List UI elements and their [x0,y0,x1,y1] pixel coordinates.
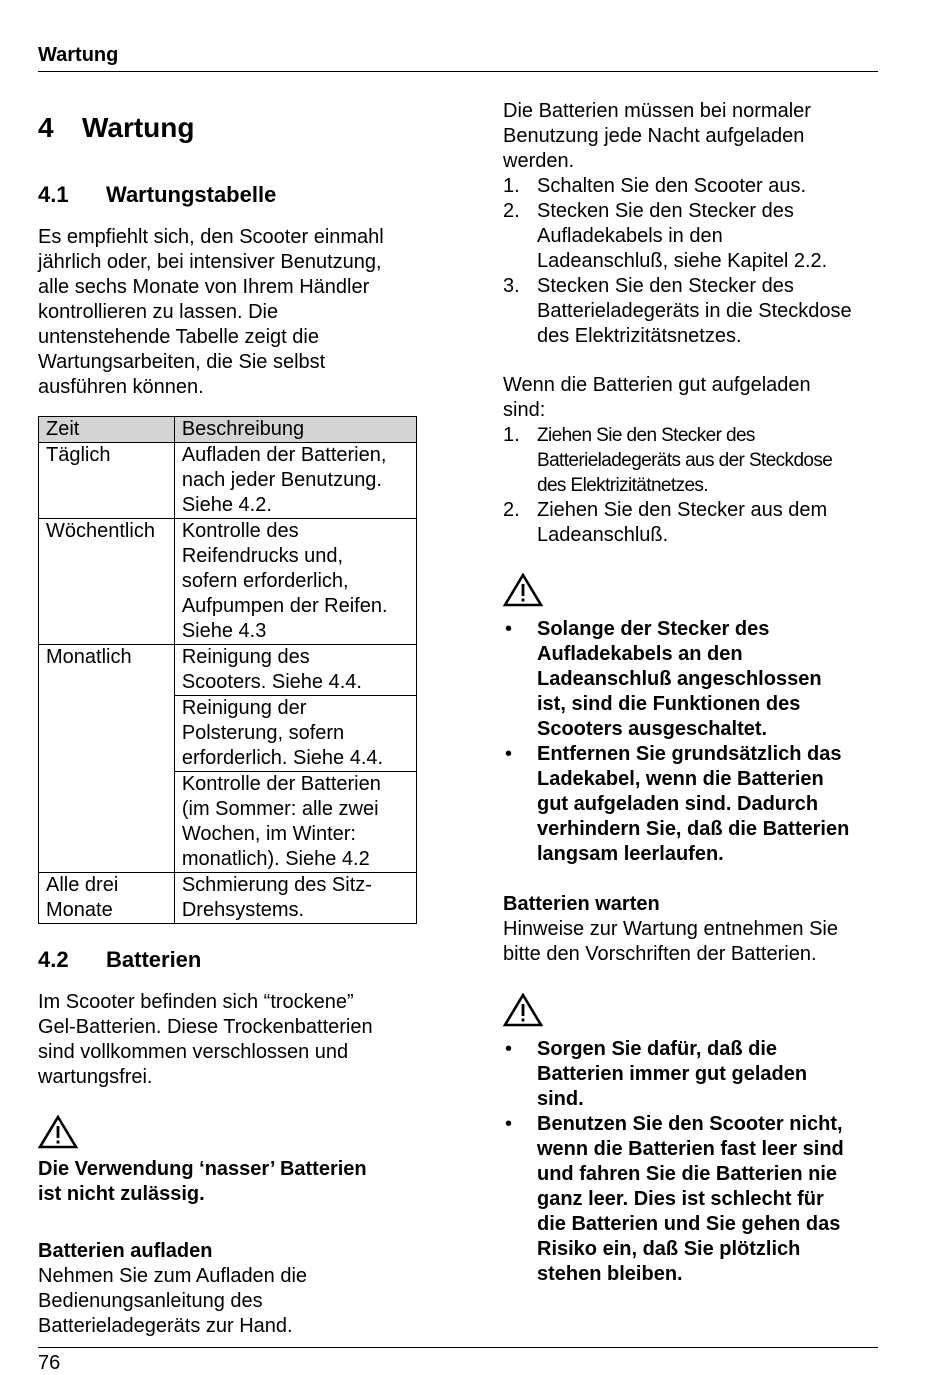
cell-line: Monate [46,899,113,921]
table-row [39,645,417,696]
section-4-1-intro [38,225,384,400]
table-row [39,519,417,645]
cell-line: Reifendrucks und, [181,545,344,567]
warning-line: Ladeanschluß angeschlossen [537,668,822,690]
bullet: • [505,743,513,765]
charging-warning-list [503,617,883,867]
step-number: 2. [503,499,520,521]
chapter-heading [38,112,195,144]
intro-line: ausführen können. [38,376,204,398]
body-line: bitte den Vorschriften der Batterien. [503,943,817,965]
cell-line: Täglich [46,444,111,466]
warning-line: sind. [537,1088,584,1110]
warning-line: Aufladekabels an den [537,643,743,665]
warning-line: Solange der Stecker des [537,618,770,640]
step-line: des Elektrizitätnetzes. [537,475,709,496]
cell-line: Polsterung, sofern [181,722,345,744]
step-line: des Elektrizitätsnetzes. [537,325,742,347]
step-line: Schalten Sie den Scooter aus. [537,175,807,197]
list-item [503,174,883,199]
warning-line: Sorgen Sie dafür, daß die [537,1038,778,1060]
footer-rule [38,1347,878,1348]
chapter-number: 4 [38,112,54,143]
list-item [503,1037,883,1112]
cell-line: Wochen, im Winter: [181,823,356,845]
section-title: Wartungstabelle [106,182,277,207]
cell-line: Drehsystems. [181,899,305,921]
column-header-description: Beschreibung [174,417,416,443]
warning-line: Entfernen Sie grundsätzlich das [537,743,842,765]
cell-line: nach jeder Benutzung. [181,469,382,491]
cell-description [174,645,416,696]
table-header-row [39,417,417,443]
step-line: Stecken Sie den Stecker des [537,275,794,297]
charging-block [38,1239,307,1339]
cell-line: erforderlich. Siehe 4.4. [181,747,384,769]
intro-line: Es empfiehlt sich, den Scooter einmahl [38,226,384,248]
cell-line: Kontrolle des [181,520,299,542]
cell-line: Monatlich [46,646,132,668]
warning-triangle-icon [38,1115,78,1149]
wet-battery-warning [38,1157,367,1207]
warning-line: wenn die Batterien fast leer sind [537,1138,844,1160]
cell-line: Wöchentlich [46,520,155,542]
cell-line: (im Sommer: alle zwei [181,798,379,820]
list-item [503,1112,883,1287]
warning-line: gut aufgeladen sind. Dadurch [537,793,819,815]
body-line: Batterieladegeräts zur Hand. [38,1315,293,1337]
battery-maintenance-block [503,892,838,967]
cell-line: sofern erforderlich, [181,570,349,592]
list-item [503,498,883,548]
unplug-steps-list [503,423,883,498]
warning-line: Ladekabel, wenn die Batterien [537,768,824,790]
warning-triangle-icon [503,573,543,607]
body-line: werden. [503,150,575,172]
list-item [503,617,883,742]
step-line: Ladeanschluß, siehe Kapitel 2.2. [537,250,828,272]
warning-line: die Batterien und Sie gehen das [537,1213,841,1235]
unplug-steps-list-cont [503,498,883,548]
list-item [503,199,883,274]
step-line: Ladeanschluß. [537,524,669,546]
section-number: 4.1 [38,182,69,207]
section-number: 4.2 [38,947,69,972]
warning-triangle-icon [503,993,543,1027]
intro-line: jährlich oder, bei intensiver Benutzung, [38,251,382,273]
cell-description [174,443,416,519]
cell-line: Alle drei [46,874,119,896]
body-line: Nehmen Sie zum Aufladen die [38,1265,308,1287]
warning-line: und fahren Sie die Batterien nie [537,1163,838,1185]
intro-line: wartungsfrei. [38,1066,153,1088]
intro-line: untenstehende Tabelle zeigt die [38,326,319,348]
section-title: Batterien [106,947,202,972]
body-line: Benutzung jede Nacht aufgeladen [503,125,805,147]
step-line: Batterieladegeräts in die Steckdose [537,300,852,322]
intro-line: kontrollieren zu lassen. Die [38,301,279,323]
warning-line: ist, sind die Funktionen des [537,693,801,715]
warning-line: Risiko ein, daß Sie plötzlich [537,1238,801,1260]
warning-line: ist nicht zulässig. [38,1183,205,1205]
section-heading-4-2 [38,947,201,973]
charging-steps-list [503,174,883,349]
cell-line: Schmierung des Sitz- [181,874,372,896]
warning-line: Benutzen Sie den Scooter nicht, [537,1113,843,1135]
cell-line: Kontrolle der Batterien [181,773,381,795]
subheading-charging: Batterien aufladen [38,1240,213,1262]
intro-line: Wartungsarbeiten, die Sie selbst [38,351,326,373]
list-item [503,423,883,498]
intro-line: sind vollkommen verschlossen und [38,1041,349,1063]
intro-line: Gel-Batterien. Diese Trockenbatterien [38,1016,373,1038]
step-line: Ziehen Sie den Stecker des [537,425,755,446]
warning-line: Scooters ausgeschaltet. [537,718,768,740]
warning-line: stehen bleiben. [537,1263,683,1285]
body-line: Wenn die Batterien gut aufgeladen [503,374,811,396]
step-line: Ziehen Sie den Stecker aus dem [537,499,828,521]
section-4-2-intro [38,990,373,1090]
intro-line: Im Scooter befinden sich “trockene” [38,991,354,1013]
warning-line: ganz leer. Dies ist schlecht für [537,1188,824,1210]
intro-line: alle sechs Monate von Ihrem Händler [38,276,370,298]
page-number: 76 [38,1352,61,1374]
step-line: Batterieladegeräts aus der Steckdose [537,450,833,471]
cell-description [174,519,416,645]
chapter-title: Wartung [82,112,195,143]
step-number: 1. [503,175,520,197]
cell-line: monatlich). Siehe 4.2 [181,848,370,870]
cell-line: Reinigung des [181,646,310,668]
column-header-time: Zeit [39,417,175,443]
running-header: Wartung [38,44,119,66]
cell-line: Aufladen der Batterien, [181,444,387,466]
body-line: Die Batterien müssen bei normaler [503,100,811,122]
warning-line: Batterien immer gut geladen [537,1063,808,1085]
subheading-maintenance: Batterien warten [503,893,660,915]
warning-line: langsam leerlaufen. [537,843,724,865]
table-row [39,873,417,924]
cell-description [174,772,416,873]
body-line: Bedienungsanleitung des [38,1290,263,1312]
cell-time [39,519,175,645]
cell-line: Scooters. Siehe 4.4. [181,671,362,693]
bullet: • [505,618,513,640]
nightly-charge-text [503,99,811,174]
cell-line: Reinigung der [181,697,307,719]
battery-warning-list [503,1037,883,1287]
maintenance-table [38,416,417,924]
warning-line: verhindern Sie, daß die Batterien [537,818,850,840]
step-number: 3. [503,275,520,297]
cell-line: Siehe 4.3 [181,620,267,642]
step-line: Stecken Sie den Stecker des [537,200,794,222]
table-row [39,443,417,519]
header-rule [38,71,878,72]
cell-time [39,443,175,519]
list-item [503,274,883,349]
cell-time [39,645,175,873]
bullet: • [505,1113,513,1135]
body-line: sind: [503,399,546,421]
cell-line: Siehe 4.2. [181,494,272,516]
section-heading-4-1 [38,182,276,208]
warning-line: Die Verwendung ‘nasser’ Batterien [38,1158,367,1180]
charged-intro [503,373,811,423]
step-line: Aufladekabels in den [537,225,723,247]
cell-line: Aufpumpen der Reifen. [181,595,388,617]
bullet: • [505,1038,513,1060]
list-item [503,742,883,867]
cell-description [174,873,416,924]
cell-time [39,873,175,924]
cell-description [174,696,416,772]
step-number: 2. [503,200,520,222]
body-line: Hinweise zur Wartung entnehmen Sie [503,918,838,940]
step-number: 1. [503,424,520,446]
